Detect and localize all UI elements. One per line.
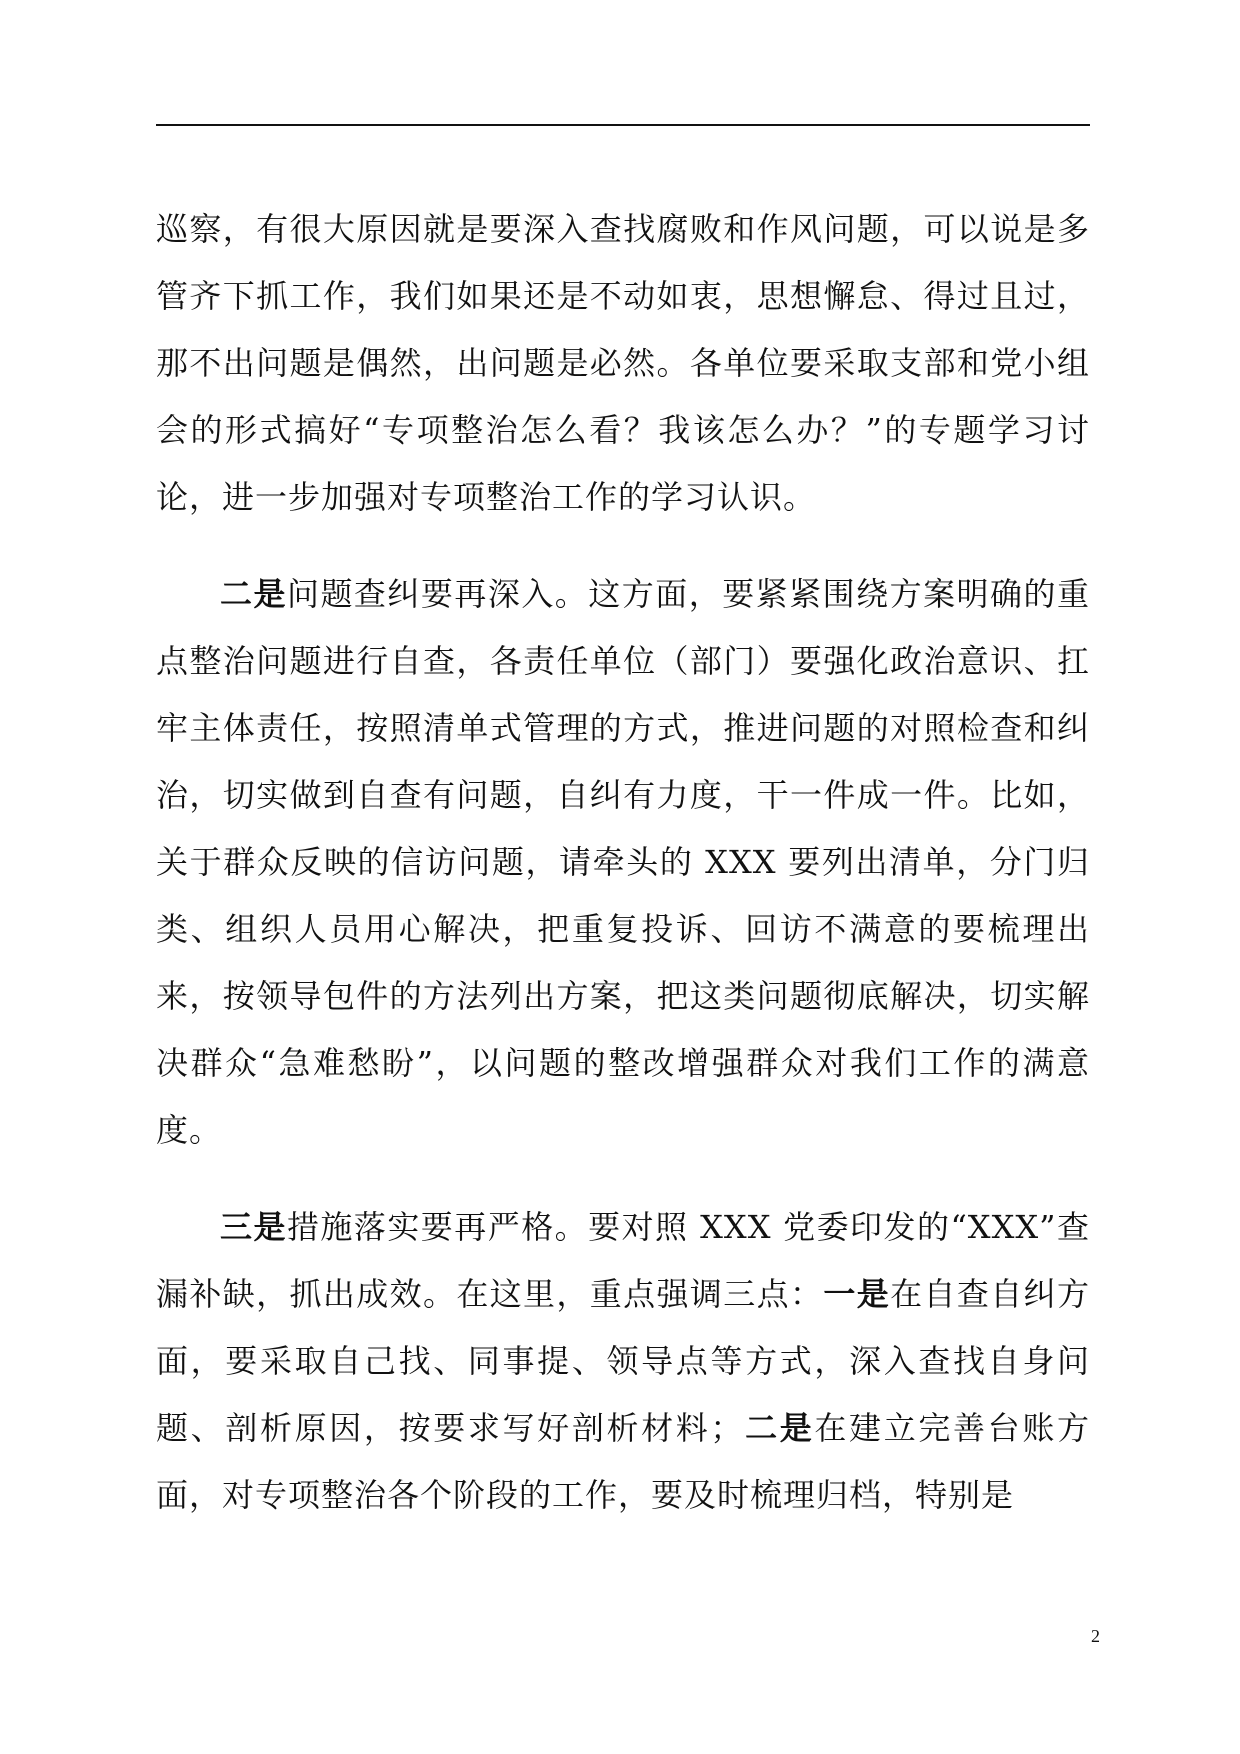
page-number: 2 xyxy=(1091,1626,1100,1646)
paragraph-second-point xyxy=(156,561,1090,1164)
paragraph-lead: 二是 xyxy=(220,575,287,613)
header-rule xyxy=(156,124,1090,126)
paragraph-lead: 三是 xyxy=(220,1208,287,1246)
sub-point-lead: 二是 xyxy=(743,1409,815,1447)
paragraph-text: 问题查纠要再深入。这方面，要紧紧围绕方案明确的重点整治问题进行自查，各责任单位（部门）要强化政治意识、扛牢主体责任，按照清单式管理的方式，推进问题的对照检查和纠治，切实做到自查有问题，自纠有力度，干一件成一件。比如，关于群众反映的信访问题，请牵头的 XXX 要列出清单，分门归类、组织人员用心解决，把重复投诉、回访不满意的要梳理出来，按领导包件的方法列出方案，把这类问题彻底解决，切实解决群众“急难愁盼”，以问题的整改增强群众对我们工作的满意度。 xyxy=(156,575,1090,1149)
paragraph-text: 措施落实要再严格。要对照 XXX 党委印发的“XXX”查漏补缺，抓出成效。在这里，重点强调三点： xyxy=(156,1208,1090,1313)
sub-point-lead: 一是 xyxy=(823,1275,891,1313)
paragraph-third-point xyxy=(156,1194,1090,1529)
document-body xyxy=(156,196,1090,1529)
sub-point-text: 在自查自纠方面，要采取自己找、同事提、领导点等方式，深入查找自身问题、剖析原因，按要求写好剖析材料； xyxy=(156,1275,1090,1447)
paragraph-continuation: 巡察，有很大原因就是要深入查找腐败和作风问题，可以说是多管齐下抓工作，我们如果还是不动如衷，思想懈怠、得过且过，那不出问题是偶然，出问题是必然。各单位要采取支部和党小组会的形式搞好“专项整治怎么看？我该怎么办？”的专题学习讨论，进一步加强对专项整治工作的学习认识。 xyxy=(156,210,1090,516)
sub-point-text: 在建立完善台账方面，对专项整治各个阶段的工作，要及时梳理归档，特别是 xyxy=(156,1409,1090,1514)
